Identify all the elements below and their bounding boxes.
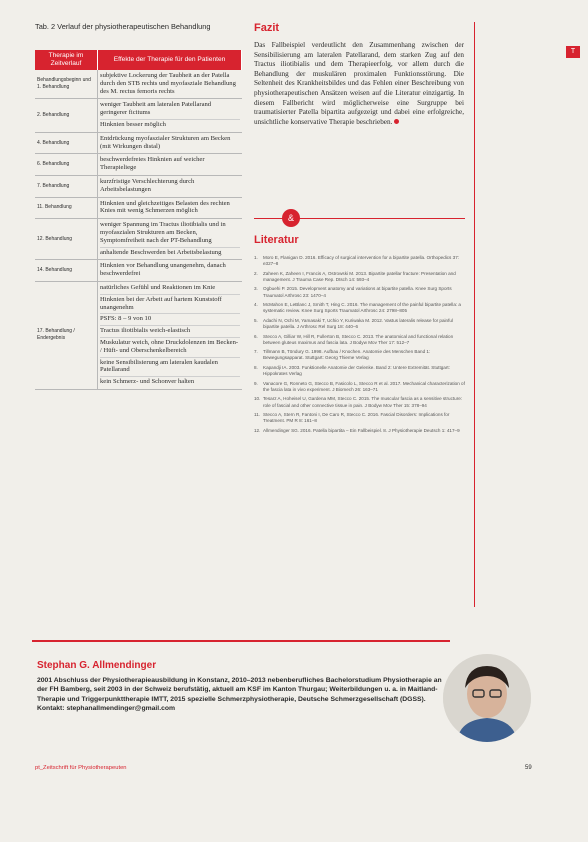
effect-item: PSFS: 8 – 9 von 10 xyxy=(100,313,240,325)
table-row xyxy=(35,99,242,132)
effect-item: natürliches Gefühl und Reaktionen im Knie xyxy=(100,283,216,291)
literature-item xyxy=(254,255,465,267)
table-cell-effects xyxy=(98,281,242,389)
table-cell-effects xyxy=(98,197,242,219)
table-row xyxy=(35,281,242,389)
table-cell-phase: 14. Behandlung xyxy=(35,260,98,282)
table-cell-phase: Behandlungsbeginn und 1. Behandlung xyxy=(35,70,98,99)
literature-list xyxy=(254,255,465,437)
literature-item xyxy=(254,349,465,361)
table-row xyxy=(35,132,242,154)
effect-item: kein Schmerz- und Schonver halten xyxy=(100,376,240,388)
literature-number: 9. xyxy=(254,380,258,386)
effect-item: beschwerdefreies Hinknien auf weicher Therapieliege xyxy=(100,156,205,172)
literature-text: McMahon E, LeBlanc J, Smith T, Hing C. 2016. The management of the painful bipartite patella: a systematic review. Knee Surg Sports Traumatol Arthrosc 24: 2798–805 xyxy=(263,302,461,314)
effect-item: keine Sensibilisierung am lateralen kaudalen Patellarand xyxy=(100,357,240,377)
table-header-effects: Effekte der Therapie für den Patienten xyxy=(98,50,242,70)
table-row xyxy=(35,197,242,219)
table-caption: Tab. 2 Verlauf der physiotherapeutischen Behandlung xyxy=(35,22,211,31)
literature-text: Allmendinger SG. 2016. Patella bipartita – Ein Fallbeispiel. 8. J Physiotherapie Deutsch 1: 417–9 xyxy=(263,427,460,433)
effect-item: Hinknien vor Behandlung unangenehm, danach beschwerdefrei xyxy=(100,262,226,278)
literature-item xyxy=(254,334,465,346)
fazit-body: Das Fallbeispiel verdeutlicht den Zusammenhang zwischen der Sensibilisierung am lateralen Patellarand, dem starken Zug auf den Tractus iliotibialis und dem Therapieerfolg, vor allem durch die Behandlung der muskulären proximalen Funktionsstörung. Die Seltenheit des Krankheitsbildes und das Fehlen einer Beschreibung von physiotherapeutischen Ansätzen weisen auf die Literatur einzigartig. In diesem Fallbericht wird möglicherweise eine Surgruppe bei traumatisierter Patella bipartita aufgezeigt und dabei eine erfolgreiche, unsichtliche konservative Therapie beschrieben. xyxy=(254,41,464,126)
fazit-heading: Fazit xyxy=(254,22,280,34)
effect-item: Muskulatur weich, ohne Druckdolenzen im Becken- / Hüft- und Oberschenkelbereich xyxy=(100,337,240,357)
literature-text: Ogbuehi P. 2015. Development anatomy and variations at bipartite patella. Knee Surg Sports Traumatol Arthrosc 23: 1470–4 xyxy=(263,286,452,298)
literature-text: Vanacore G, Ronneto G, Stecco B, Fasicolo L, Stecco R et al. 2017. Mechanical characterization of the fascia lata in vivo experiment. J Biomech 26: 163–71 xyxy=(263,380,465,392)
literature-text: Kapandji IA. 2003. Funktionelle Anatomie der Gelenke. Band 2: Untere Extremität. Stuttgart: Hippokrates Verlag xyxy=(263,364,450,377)
fazit-text xyxy=(254,41,464,127)
effect-item: Entdrückung myofaszialer Strukturen am Becken (mit Wirkungen distal) xyxy=(100,134,231,150)
literature-item xyxy=(254,302,465,314)
literature-number: 8. xyxy=(254,364,258,370)
literature-number: 4. xyxy=(254,302,258,308)
table-header-phase: Therapie im Zeitverlauf xyxy=(35,50,98,70)
table-cell-phase: 12. Behandlung xyxy=(35,219,98,260)
literature-item xyxy=(254,381,465,393)
table-row xyxy=(35,175,242,197)
literature-item xyxy=(254,428,465,434)
literature-number: 5. xyxy=(254,317,258,323)
table-cell-phase: 2. Behandlung xyxy=(35,99,98,132)
literature-text: Stecco A, Stern R, Fantoni I, De Caro R, Stecco C. 2016. Fascial Disorders: Implications for Treatment. PM R 8: 161–8 xyxy=(263,412,450,424)
table-row xyxy=(35,219,242,260)
literature-text: Tillmann B, Töndury G. 1998. Aufbau / Knochen. Anatomie des Menschen Band 1: Bewegungsapparat. Stuttgart: Georg Thieme Verlag xyxy=(263,349,431,361)
literature-number: 11. xyxy=(254,412,261,418)
literature-number: 2. xyxy=(254,270,258,276)
literature-text: Moro E, Flanigan D. 2016. Efficacy of surgical intervention for a bipartite patella. Orthopedics 37: e327–8 xyxy=(263,255,460,267)
literature-number: 1. xyxy=(254,255,258,260)
table-cell-phase: 17. Behandlung / Endergebnis xyxy=(35,281,98,389)
literature-item xyxy=(254,412,465,424)
literature-number: 7. xyxy=(254,349,258,355)
literature-item xyxy=(254,365,465,377)
table-cell-effects xyxy=(98,219,242,260)
effect-item: Hinknien bei der Arbeit auf hartem Kunststoff unangenehm xyxy=(100,294,240,314)
table-row xyxy=(35,70,242,99)
author-name: Stephan G. Allmendinger xyxy=(37,660,157,671)
effect-item: Tractus iliotibialis weich-elastisch xyxy=(100,325,240,337)
table-body xyxy=(35,70,242,389)
table-cell-effects xyxy=(98,154,242,176)
effect-item: kurzfristige Verschlechterung durch Arbeitsbelastungen xyxy=(100,177,195,193)
table-cell-effects xyxy=(98,132,242,154)
literature-number: 3. xyxy=(254,286,258,292)
literature-heading: Literatur xyxy=(254,234,299,246)
end-mark-icon xyxy=(394,119,399,124)
therapy-table xyxy=(35,50,242,390)
footer-journal: pt_Zeitschrift für Physiotherapeuten xyxy=(35,765,127,771)
table-cell-effects xyxy=(98,70,242,99)
literature-number: 10. xyxy=(254,396,261,402)
table-cell-effects xyxy=(98,99,242,132)
table-cell-phase: 4. Behandlung xyxy=(35,132,98,154)
side-tab: T xyxy=(566,46,580,58)
table-row xyxy=(35,260,242,282)
effect-item: Hinknien besser möglich xyxy=(100,119,240,131)
effect-item: weniger Taubheit am lateralen Patellarand geringerer ficitums xyxy=(100,101,212,117)
table-cell-phase: 6. Behandlung xyxy=(35,154,98,176)
literature-text: Stecco A, Gilliar W, Hill R, Fullerton B, Stecco C. 2013. The anatomical and functional relation between gluteus maximus and fascia lata. J Bodyw Mov Ther 17: 512–7 xyxy=(263,333,454,345)
table-cell-phase: 7. Behandlung xyxy=(35,175,98,197)
literature-text: Tesarz A, Hoheisel U, Gardena MM, Stecco C. 2015. The muscular fascia as a sensitive structure: role of fascial and other connective tissue in pain. J Bodyw Mov Ther 15: 378–94 xyxy=(263,396,463,408)
author-bio: 2001 Abschluss der Physiotherapieausbildung in Konstanz, 2010–2013 nebenberufliches Bachelorstudium Physiotherapie an der FH Bamberg, seit 2003 in der Schweiz berufstätig, aktuell am KSF im Kanton Thurgau; Weiterbildungen u. a. in Maitland-Therapie und Triggerpunkttherapie IMTT, 2015 spezielle Schmerzphysiotherapie, Deutsche Schmerzgesellschaft (DGSS). Kontakt: stephanallmendinger@gmail.com xyxy=(37,677,442,713)
effect-item: Hinknien und gleichzeitiges Belasten des rechten Knies mit wenig Schmerzen möglich xyxy=(100,199,230,215)
table-row xyxy=(35,154,242,176)
literature-item xyxy=(254,271,465,283)
journal-logo-icon: & xyxy=(282,209,300,227)
literature-number: 12. xyxy=(254,427,261,433)
effect-item: subjektive Lockerung der Taubheit an der Patella durch den STB rechts und myofasziale Behandlung des M. rectus femoris rechts xyxy=(100,72,236,95)
literature-number: 6. xyxy=(254,333,258,339)
table-cell-effects xyxy=(98,260,242,282)
literature-text: Adachi N, Ochi M, Yamasaki T, Uchio Y, Kuriwaka M. 2012. Vastus lateralis release for painful bipartite patella. J Arthrosc Rel Surg 18: 440–6 xyxy=(263,317,453,330)
literature-item xyxy=(254,318,465,330)
author-portrait-icon xyxy=(443,654,531,742)
page-number: 59 xyxy=(525,765,532,771)
column-rule xyxy=(474,22,475,607)
table-cell-effects xyxy=(98,175,242,197)
literature-text: Zaheen K, Zaheen I, Francis A, Ostrowski M. 2013. Bipartite patellar fracture: Presentation and management. J Trauma Case Rep. Dtsch 14: 593–4 xyxy=(263,270,456,282)
literature-item xyxy=(254,286,465,298)
effect-item: weniger Spannung im Tractus iliotibialis und in myofaszialen Strukturen am Becken, Symptomfreiheit nach der PT-Behandlung xyxy=(100,221,226,244)
literature-item xyxy=(254,396,465,408)
effect-item: anhaltende Beschwerden bei Arbeitsbelastung xyxy=(100,247,240,259)
table-cell-phase: 11. Behandlung xyxy=(35,197,98,219)
